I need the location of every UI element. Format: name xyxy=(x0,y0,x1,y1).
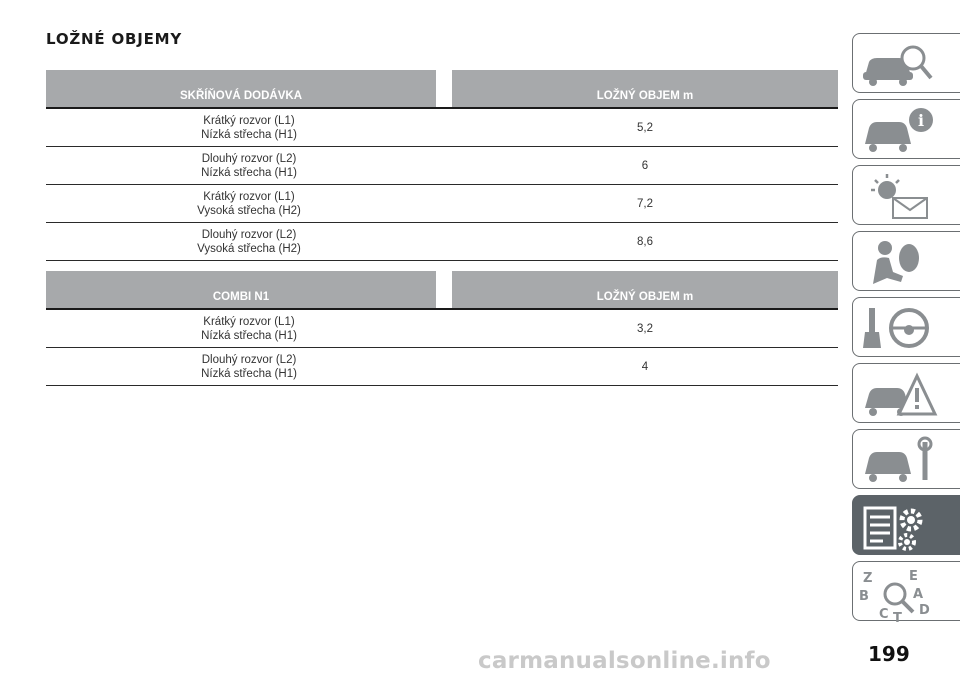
vehicle-config-cell xyxy=(46,309,452,348)
roof-text: Vysoká střecha (H2) xyxy=(197,204,301,217)
index-letter: Z xyxy=(863,571,873,586)
wheelbase-text: Dlouhý rozvor (L2) xyxy=(201,228,297,241)
roof-text: Nízká střecha (H1) xyxy=(201,166,297,179)
key-steering-wheel-icon xyxy=(859,302,939,354)
car-breakdown-warning-icon xyxy=(859,368,939,420)
volume-cell: 3,2 xyxy=(452,309,838,348)
chapter-tab-emergency[interactable] xyxy=(852,363,960,423)
car-search-icon xyxy=(859,38,939,90)
cargo-volume-table-combi xyxy=(46,271,838,386)
volume-cell: 5,2 xyxy=(452,108,838,147)
table-row xyxy=(46,147,838,185)
index-letter: T xyxy=(893,611,902,622)
column-header-volume: LOŽNÝ OBJEM m xyxy=(452,271,838,309)
roof-text: Nízká střecha (H1) xyxy=(201,128,297,141)
index-letter: A xyxy=(913,587,924,602)
chapter-tab-warnings[interactable] xyxy=(852,165,960,225)
table-header-row xyxy=(46,271,838,309)
column-header-vehicle: SKŘÍŇOVÁ DODÁVKA xyxy=(46,70,436,108)
chapter-tab-starting-driving[interactable] xyxy=(852,297,960,357)
index-letter: D xyxy=(919,603,930,618)
volume-cell: 7,2 xyxy=(452,185,838,223)
wheelbase-text: Krátký rozvor (L1) xyxy=(203,315,295,328)
chapter-tab-maintenance[interactable] xyxy=(852,429,960,489)
table-row xyxy=(46,185,838,223)
roof-text: Nízká střecha (H1) xyxy=(201,329,297,342)
table-row xyxy=(46,348,838,386)
watermark: carmanualsonline.info xyxy=(478,648,771,674)
airbag-safety-icon xyxy=(859,236,939,288)
volume-cell: 4 xyxy=(452,348,838,386)
technical-data-gears-icon xyxy=(859,500,939,556)
chapter-tab-technical-data[interactable] xyxy=(852,495,960,555)
svg-text:i: i xyxy=(917,111,925,130)
vehicle-config-cell xyxy=(46,223,452,261)
chapter-tab-dashboard[interactable] xyxy=(852,99,960,159)
vehicle-config-cell xyxy=(46,185,452,223)
cargo-volume-table-van xyxy=(46,70,838,261)
index-letter: B xyxy=(859,589,869,604)
wheelbase-text: Krátký rozvor (L1) xyxy=(203,190,295,203)
roof-text: Vysoká střecha (H2) xyxy=(197,242,301,255)
wheelbase-text: Dlouhý rozvor (L2) xyxy=(201,152,297,165)
index-letter: E xyxy=(909,569,918,584)
table-row xyxy=(46,108,838,147)
volume-cell: 6 xyxy=(452,147,838,185)
warning-lights-icon xyxy=(859,170,939,222)
roof-text: Nízká střecha (H1) xyxy=(201,367,297,380)
wheelbase-text: Dlouhý rozvor (L2) xyxy=(201,353,297,366)
alphabetical-index-icon xyxy=(859,566,939,622)
volume-cell: 8,6 xyxy=(452,223,838,261)
vehicle-config-cell xyxy=(46,348,452,386)
chapter-tab-vehicle-overview[interactable] xyxy=(852,33,960,93)
vehicle-config-cell xyxy=(46,147,452,185)
wheelbase-text: Krátký rozvor (L1) xyxy=(203,114,295,127)
table-row xyxy=(46,309,838,348)
table-row xyxy=(46,223,838,261)
car-maintenance-wrench-icon xyxy=(859,434,939,486)
column-header-volume: LOŽNÝ OBJEM m xyxy=(452,70,838,108)
chapter-tab-index[interactable] xyxy=(852,561,960,621)
chapter-tab-safety[interactable] xyxy=(852,231,960,291)
car-info-icon xyxy=(859,104,939,156)
header-gap xyxy=(436,271,452,309)
index-letter: C xyxy=(879,607,889,622)
column-header-vehicle: COMBI N1 xyxy=(46,271,436,309)
page-title: LOŽNÉ OBJEMY xyxy=(46,30,183,48)
table-header-row xyxy=(46,70,838,108)
vehicle-config-cell xyxy=(46,108,452,147)
header-gap xyxy=(436,70,452,108)
page-number: 199 xyxy=(868,642,910,666)
